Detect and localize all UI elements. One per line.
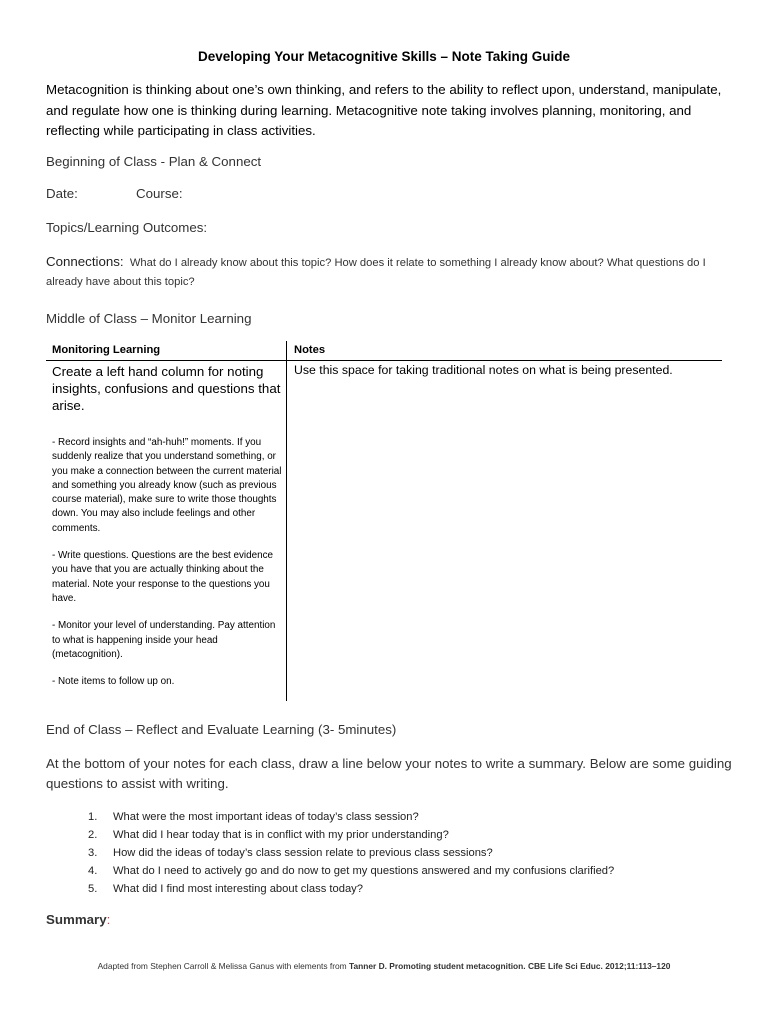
list-item bbox=[88, 808, 728, 826]
question-text: What were the most important ideas of today’s class session? bbox=[113, 811, 419, 823]
question-number: 1. bbox=[88, 811, 98, 823]
question-number: 2. bbox=[88, 829, 98, 841]
date-course-row bbox=[46, 186, 183, 201]
monitoring-column bbox=[52, 363, 282, 702]
date-label: Date: bbox=[46, 186, 78, 201]
monitoring-item-follow-up: - Note items to follow up on. bbox=[52, 676, 175, 688]
summary-label bbox=[46, 912, 110, 927]
connections-label: Connections: bbox=[46, 254, 124, 269]
notes-header: Notes bbox=[294, 344, 326, 356]
footer-citation-text: Tanner D. Promoting student metacognition. CBE Life Sci Educ. 2012;11:113–120 bbox=[348, 961, 671, 971]
connections-paragraph bbox=[46, 252, 736, 292]
connections-text: What do I already know about this topic? How does it relate to something I already know about? What questions do I already have about this topic? bbox=[46, 257, 706, 288]
summary-colon: : bbox=[106, 912, 111, 927]
list-item bbox=[88, 862, 728, 880]
summary-label-text: Summary bbox=[46, 912, 107, 927]
question-text: What did I hear today that is in conflict with my prior understanding? bbox=[113, 829, 449, 841]
monitoring-item-questions: - Write questions. Questions are the best evidence you have that you are actually thinking about the material. Note your response to the questions you have. bbox=[52, 550, 274, 604]
notes-column-text: Use this space for taking traditional notes on what is being presented. bbox=[294, 363, 673, 377]
intro-paragraph: Metacognition is thinking about one’s own thinking, and refers to the ability to reflect upon, understand, manipulate, and regulate how one is thinking during learning. Metacognitive note taking involves planning, monitoring, and reflecting while participating in class activities. bbox=[46, 82, 722, 138]
notes-table bbox=[46, 341, 722, 701]
monitoring-lead: Create a left hand column for noting insights, confusions and questions that arise. bbox=[52, 364, 281, 413]
list-item bbox=[88, 880, 728, 898]
footer-prefix: Adapted from Stephen Carroll & Melissa Ganus with elements from bbox=[97, 961, 349, 971]
topics-label: Topics/Learning Outcomes: bbox=[46, 220, 208, 235]
question-text: How did the ideas of today’s class session relate to previous class sessions? bbox=[113, 847, 493, 859]
page-title: Developing Your Metacognitive Skills – Note Taking Guide bbox=[197, 49, 571, 64]
question-number: 4. bbox=[88, 865, 98, 877]
monitoring-learning-header: Monitoring Learning bbox=[52, 344, 161, 356]
monitoring-item-understanding: - Monitor your level of understanding. Pay attention to what is happening inside your head (metacognition). bbox=[52, 620, 276, 660]
question-number: 5. bbox=[88, 883, 98, 895]
question-text: What did I find most interesting about class today? bbox=[113, 883, 363, 895]
course-label: Course: bbox=[136, 186, 183, 201]
footer-citation bbox=[0, 961, 768, 971]
question-text: What do I need to actively go and do now to get my questions answered and my confusions clarified? bbox=[113, 865, 615, 877]
monitoring-item-insights: - Record insights and “ah-huh!” moments. If you suddenly realize that you understand something, or you make a connection between the current material and something you already know (such as previous course material), make sure to write those thoughts down. You may also include feelings and other comments. bbox=[52, 437, 282, 534]
list-item bbox=[88, 844, 728, 862]
middle-heading: Middle of Class – Monitor Learning bbox=[46, 311, 252, 326]
guiding-questions-list bbox=[88, 808, 728, 898]
end-instructions: At the bottom of your notes for each class, draw a line below your notes to write a summary. Below are some guiding questions to assist with writing. bbox=[46, 756, 732, 791]
list-item bbox=[88, 826, 728, 844]
table-column-divider bbox=[286, 341, 287, 701]
question-number: 3. bbox=[88, 847, 98, 859]
table-header-divider bbox=[46, 360, 722, 361]
end-heading: End of Class – Reflect and Evaluate Learning (3- 5minutes) bbox=[46, 722, 397, 737]
beginning-heading: Beginning of Class - Plan & Connect bbox=[46, 154, 262, 169]
